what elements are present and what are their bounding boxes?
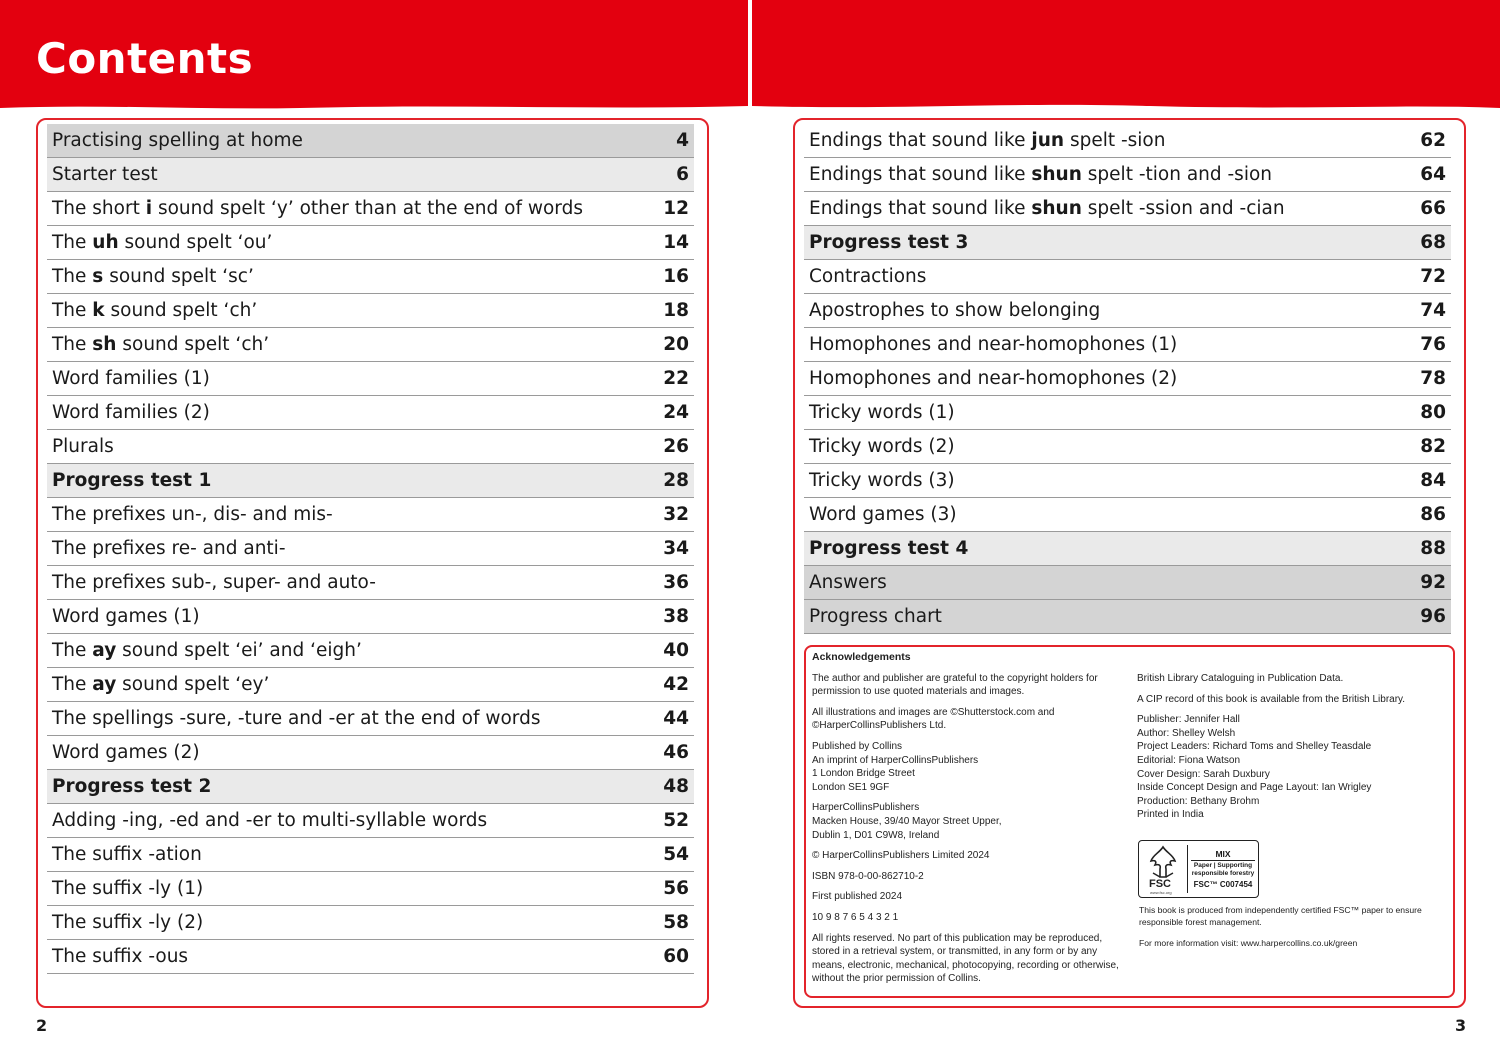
toc-entry-title-text: The: [52, 300, 93, 321]
fsc-website-small: www.fsc.org: [1150, 890, 1172, 895]
toc-entry-page: 88: [1420, 538, 1446, 559]
toc-entry-title-rest: spelt -ssion and -cian: [1081, 198, 1285, 219]
toc-entry-page: 62: [1420, 130, 1446, 151]
toc-entry-page: 6: [676, 164, 689, 185]
toc-entry-page: 82: [1420, 436, 1446, 457]
toc-entry-sound: shun: [1031, 164, 1082, 185]
toc-entry: [804, 226, 1451, 260]
toc-entry-page: 64: [1420, 164, 1446, 185]
toc-entry-title-text: Tricky words (2): [809, 436, 955, 457]
page-number-left: 2: [36, 1016, 48, 1035]
toc-entry-page: 32: [663, 504, 689, 525]
fsc-more-info: For more information visit: www.harpercollins.co.uk/green: [1139, 938, 1358, 948]
toc-entry-page: 36: [663, 572, 689, 593]
acknowledgement-paragraph: A CIP record of this book is available from the British Library.: [1137, 693, 1406, 705]
toc-entry-title-text: Progress test 1: [52, 470, 212, 491]
toc-entry-title-text: Endings that sound like: [809, 164, 1032, 185]
toc-entry-title-rest: sound spelt ‘ch’: [116, 334, 270, 355]
toc-entry-page: 48: [663, 776, 689, 797]
toc-entry: [47, 566, 694, 600]
toc-entry: [47, 124, 694, 158]
toc-entry-title-text: The prefixes sub-, super- and auto-: [52, 572, 376, 593]
toc-entry-page: 58: [663, 912, 689, 933]
acknowledgement-paragraph: First published 2024: [812, 891, 903, 903]
acknowledgement-paragraph: All rights reserved. No part of this publication may be reproduced, stored in a retrieval system, or transmitted, in any form or by any means, electronic, mechanical, photocopying, recording or otherwise, without the prior permission of Collins.: [812, 932, 1119, 985]
toc-entry-sound: i: [145, 198, 153, 219]
toc-entry-sound: s: [92, 266, 104, 287]
toc-entry-title-text: Progress test 3: [809, 232, 969, 253]
toc-entry-title: [52, 538, 286, 559]
toc-entry-title-rest: sound spelt ‘ch’: [104, 300, 258, 321]
toc-entry-sound: ay: [92, 640, 117, 661]
toc-entry-title-rest: spelt -tion and -sion: [1081, 164, 1273, 185]
acknowledgement-paragraph: British Library Cataloguing in Publication Data.: [1137, 673, 1344, 684]
toc-entry: [804, 362, 1451, 396]
toc-entry: [47, 736, 694, 770]
toc-entry-title-rest: sound spelt ‘ey’: [116, 674, 270, 695]
toc-entry: [47, 906, 694, 940]
toc-entry-title: [809, 436, 955, 457]
toc-entry-title-text: The suffix -ous: [52, 946, 189, 967]
toc-entry-page: 34: [663, 538, 689, 559]
toc-entry: [47, 294, 694, 328]
toc-entry-page: 26: [663, 436, 689, 457]
toc-entry-page: 4: [676, 130, 689, 151]
toc-entry-title-text: Word games (1): [52, 606, 200, 627]
toc-entry: [804, 566, 1451, 600]
acknowledgement-paragraph: 10 9 8 7 6 5 4 3 2 1: [812, 911, 899, 923]
toc-entry-page: 68: [1420, 232, 1446, 253]
toc-entry: [47, 600, 694, 634]
toc-entry-title: [809, 266, 926, 287]
toc-entry: [47, 430, 694, 464]
toc-entry-title: [52, 402, 210, 423]
toc-entry-title-text: Tricky words (1): [809, 402, 955, 423]
toc-entry: [47, 702, 694, 736]
page-number-right: 3: [1455, 1016, 1467, 1035]
toc-entry-page: 28: [663, 470, 689, 491]
toc-entry-title-text: Word games (3): [809, 504, 957, 525]
toc-entry-page: 40: [663, 640, 689, 661]
toc-entry-title: [52, 708, 540, 729]
toc-entry-page: 60: [663, 946, 689, 967]
toc-entry-title-rest: sound spelt ‘ei’ and ‘eigh’: [116, 640, 362, 661]
toc-entry: [47, 464, 694, 498]
toc-entry-title: [52, 368, 210, 389]
toc-entry: [47, 226, 694, 260]
toc-entry-title: [809, 606, 942, 627]
fsc-certification-badge: [1138, 840, 1259, 898]
toc-entry-title: [52, 300, 257, 321]
acknowledgements-left-column: [812, 651, 1122, 993]
toc-entry-title-rest: sound spelt ‘y’ other than at the end of words: [152, 198, 583, 219]
toc-entry-page: 76: [1420, 334, 1446, 355]
fsc-divider: [1187, 845, 1188, 893]
toc-entry: [47, 328, 694, 362]
toc-entry: [47, 532, 694, 566]
toc-entry: [47, 804, 694, 838]
toc-entry-title: [809, 504, 957, 525]
toc-entry: [47, 668, 694, 702]
toc-entry-title-text: Endings that sound like: [809, 198, 1032, 219]
toc-entry-title-text: Word families (1): [52, 368, 210, 389]
toc-entry-title-text: Progress test 2: [52, 776, 212, 797]
toc-entry-title: [52, 844, 202, 865]
toc-entry-page: 56: [663, 878, 689, 899]
fsc-rule: [1191, 860, 1255, 861]
toc-entry-title: [52, 572, 376, 593]
toc-entry-sound: k: [92, 300, 105, 321]
toc-entry-title: [52, 266, 254, 287]
toc-entry: [47, 192, 694, 226]
toc-entry-title-text: The short: [52, 198, 146, 219]
toc-entry-title: [52, 504, 333, 525]
toc-entry-page: 20: [663, 334, 689, 355]
toc-entry-title-text: The: [52, 674, 93, 695]
toc-entry-title: [809, 198, 1285, 219]
toc-entry-title: [809, 368, 1177, 389]
toc-entry-title: [52, 232, 272, 253]
toc-entry-page: 44: [663, 708, 689, 729]
toc-entry: [804, 464, 1451, 498]
toc-entry-page: 22: [663, 368, 689, 389]
toc-entry-title: [52, 776, 211, 797]
toc-entry-title-text: Adding -ing, -ed and -er to multi-syllable words: [52, 810, 488, 831]
toc-entry-title: [52, 674, 269, 695]
toc-entry-page: 38: [663, 606, 689, 627]
toc-entry-page: 42: [663, 674, 689, 695]
toc-entry-title-text: Apostrophes to show belonging: [809, 300, 1101, 321]
toc-entry: [47, 158, 694, 192]
toc-entry-page: 84: [1420, 470, 1446, 491]
toc-entry: [47, 872, 694, 906]
toc-entry-title-text: The prefixes re- and anti-: [52, 538, 286, 559]
fsc-paper-label: Paper | Supporting responsible forestry: [1191, 862, 1255, 877]
toc-entry-title-text: Plurals: [52, 436, 114, 457]
acknowledgement-paragraph: Publisher: Jennifer Hall Author: Shelley Welsh Project Leaders: Richard Toms and Shelley Teasdale Editorial: Fiona Watson Cover Design: Sarah Duxbury Inside Concept Design and Page Layout: Ian Wrigley Production: Bethany Brohm Printed in India: [1137, 714, 1372, 821]
toc-entry-title: [52, 742, 200, 763]
toc-entry-sound: jun: [1031, 130, 1065, 151]
toc-entry-title: [809, 164, 1272, 185]
toc-entry-title-text: Endings that sound like: [809, 130, 1032, 151]
fsc-license-code: FSC™ C007454: [1193, 880, 1253, 889]
toc-entry-title-text: The: [52, 232, 93, 253]
toc-entry-title: [52, 334, 269, 355]
toc-entry-title-rest: sound spelt ‘ou’: [118, 232, 273, 253]
toc-entry-title: [52, 878, 203, 899]
toc-entry-title: [52, 198, 583, 219]
fsc-note: This book is produced from independently certified FSC™ paper to ensure responsible forest management.: [1139, 905, 1422, 927]
fsc-logo-text: FSC: [1149, 878, 1171, 890]
toc-entry-title: [809, 130, 1165, 151]
toc-entry: [47, 838, 694, 872]
toc-entry-title-text: Starter test: [52, 164, 158, 185]
toc-entry-page: 66: [1420, 198, 1446, 219]
toc-entry-title-text: The: [52, 266, 93, 287]
toc-entry-title-text: Progress chart: [809, 606, 942, 627]
toc-entry-title-text: The suffix -ly (1): [52, 878, 204, 899]
fsc-mix-label: MIX: [1215, 849, 1231, 859]
toc-entry-page: 74: [1420, 300, 1446, 321]
toc-entry-sound: uh: [92, 232, 119, 253]
toc-entry-title: [52, 946, 188, 967]
toc-entry: [47, 634, 694, 668]
toc-entry: [47, 396, 694, 430]
toc-entry: [47, 770, 694, 804]
toc-entry: [804, 294, 1451, 328]
toc-entry-title-text: Word families (2): [52, 402, 210, 423]
toc-entry-page: 78: [1420, 368, 1446, 389]
toc-list-right: [804, 124, 1451, 634]
toc-entry: [804, 124, 1451, 158]
toc-entry-title: [52, 470, 211, 491]
toc-entry: [804, 430, 1451, 464]
acknowledgements-right-column: [1137, 672, 1442, 829]
toc-entry-title: [52, 436, 114, 457]
acknowledgement-paragraph: Published by Collins An imprint of HarperCollinsPublishers 1 London Bridge Street London SE1 9GF: [812, 740, 979, 793]
toc-entry: [47, 940, 694, 974]
toc-entry-page: 80: [1420, 402, 1446, 423]
toc-entry-title: [52, 912, 203, 933]
toc-entry: [804, 600, 1451, 634]
toc-entry-sound: sh: [92, 334, 117, 355]
toc-entry-title: [809, 538, 968, 559]
toc-entry-title: [52, 164, 158, 185]
toc-entry-title: [809, 402, 955, 423]
toc-entry: [804, 498, 1451, 532]
toc-entry-page: 72: [1420, 266, 1446, 287]
toc-entry: [47, 260, 694, 294]
toc-entry-page: 14: [663, 232, 689, 253]
toc-entry-title-text: The: [52, 640, 93, 661]
toc-entry-page: 96: [1420, 606, 1446, 627]
toc-entry-page: 12: [663, 198, 689, 219]
toc-entry-title-text: Answers: [809, 572, 887, 593]
toc-entry-title-text: The spellings -sure, -ture and -er at the end of words: [52, 708, 541, 729]
toc-entry: [804, 328, 1451, 362]
toc-entry-page: 86: [1420, 504, 1446, 525]
toc-list-left: [47, 124, 694, 974]
toc-entry-page: 52: [663, 810, 689, 831]
toc-entry-sound: ay: [92, 674, 117, 695]
toc-entry-title-text: Word games (2): [52, 742, 200, 763]
acknowledgement-paragraph: ISBN 978-0-00-862710-2: [812, 870, 924, 882]
toc-entry-title-text: Tricky words (3): [809, 470, 955, 491]
toc-entry-page: 92: [1420, 572, 1446, 593]
acknowledgement-paragraph: The author and publisher are grateful to the copyright holders for permission to use quoted materials and images.: [812, 672, 1098, 698]
toc-entry-page: 54: [663, 844, 689, 865]
toc-entry-title-text: The: [52, 334, 93, 355]
toc-entry: [47, 362, 694, 396]
toc-entry-title: [52, 810, 487, 831]
acknowledgement-paragraph: HarperCollinsPublishers Macken House, 39/40 Mayor Street Upper, Dublin 1, D01 C9W8, Ireland: [812, 802, 1002, 841]
toc-entry: [804, 396, 1451, 430]
toc-entry-page: 18: [663, 300, 689, 321]
toc-entry-title: [809, 470, 955, 491]
toc-entry-title-text: Practising spelling at home: [52, 130, 303, 151]
toc-entry-title: [52, 606, 200, 627]
toc-entry-title: [809, 572, 887, 593]
toc-entry-title-text: Contractions: [809, 266, 927, 287]
page-title: Contents: [36, 34, 254, 83]
toc-entry: [804, 260, 1451, 294]
toc-entry-title: [809, 232, 968, 253]
toc-entry-title-rest: spelt -sion: [1064, 130, 1166, 151]
acknowledgements-heading: Acknowledgements: [812, 651, 911, 663]
toc-entry: [804, 532, 1451, 566]
toc-entry: [47, 498, 694, 532]
toc-entry-title-text: Homophones and near-homophones (1): [809, 334, 1178, 355]
toc-entry-page: 24: [663, 402, 689, 423]
toc-entry-title: [52, 130, 303, 151]
toc-entry-title-text: Homophones and near-homophones (2): [809, 368, 1178, 389]
toc-entry: [804, 158, 1451, 192]
acknowledgement-paragraph: All illustrations and images are ©Shutterstock.com and ©HarperCollinsPublishers Ltd.: [812, 706, 1055, 732]
toc-entry-title-rest: sound spelt ‘sc’: [103, 266, 254, 287]
toc-entry-title: [809, 334, 1177, 355]
toc-entry-title: [52, 640, 362, 661]
toc-entry-page: 46: [663, 742, 689, 763]
toc-entry-title-text: The suffix -ation: [52, 844, 202, 865]
toc-entry-sound: shun: [1031, 198, 1082, 219]
toc-entry-title: [809, 300, 1100, 321]
acknowledgement-paragraph: © HarperCollinsPublishers Limited 2024: [812, 850, 990, 862]
toc-entry-title-text: The suffix -ly (2): [52, 912, 204, 933]
toc-entry-title-text: Progress test 4: [809, 538, 969, 559]
toc-entry-page: 16: [663, 266, 689, 287]
toc-entry: [804, 192, 1451, 226]
toc-entry-title-text: The prefixes un-, dis- and mis-: [52, 504, 333, 525]
